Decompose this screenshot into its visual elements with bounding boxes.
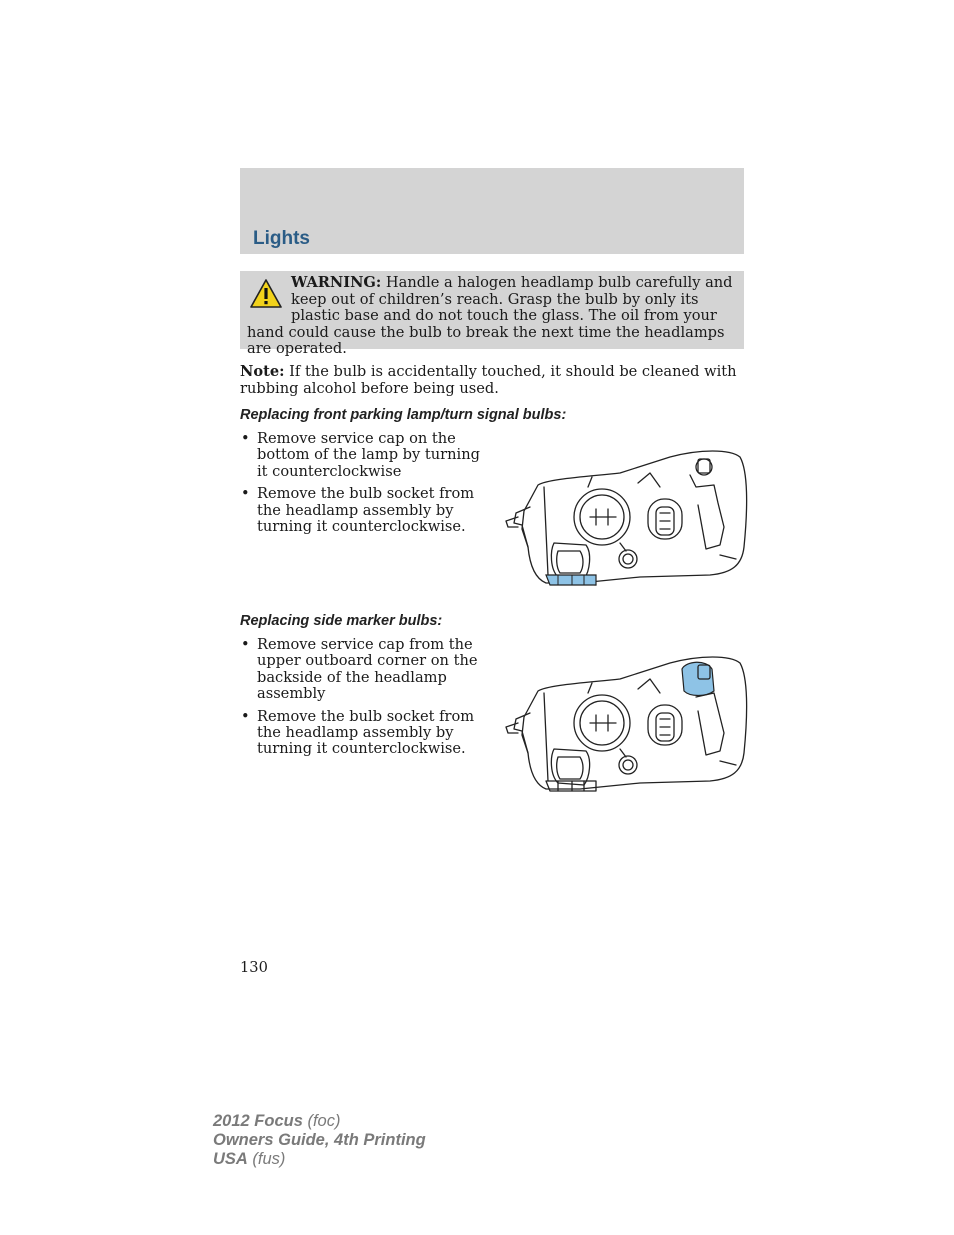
note-text: If the bulb is accidentally touched, it should be cleaned with rubbing alcohol before being used.	[240, 363, 737, 397]
warning-text: Handle a halogen headlamp bulb carefully and keep out of children’s reach. Grasp the bulb by only its plastic base and do not touch the glass. The oil from your hand could cause the bulb to break the next time the headlamps are operated.	[247, 274, 733, 358]
footer-region-code: (fus)	[247, 1150, 286, 1168]
warning-box	[240, 271, 744, 358]
list-item: • Remove service cap from the upper outboard corner on the backside of the headlamp assembly	[240, 637, 492, 703]
note-label: Note:	[240, 363, 285, 380]
section-header-band	[240, 168, 744, 254]
section1-heading: Replacing front parking lamp/turn signal bulbs:	[240, 407, 567, 423]
footer-model-code: (foc)	[302, 1112, 341, 1130]
section-title: Lights	[253, 228, 310, 249]
footer-edition-info	[213, 1112, 426, 1169]
page-number: 130	[240, 959, 268, 976]
note-paragraph	[240, 364, 744, 397]
headlamp-diagram-parking-lamp	[500, 447, 750, 589]
warning-triangle-icon	[249, 277, 283, 311]
list-item: • Remove the bulb socket from the headlamp assembly by turning it counterclockwise.	[240, 486, 492, 535]
footer-region: USA	[213, 1150, 248, 1168]
section2-bullet-list	[240, 637, 492, 764]
section2-heading: Replacing side marker bulbs:	[240, 613, 443, 629]
list-item: • Remove the bulb socket from the headlamp assembly by turning it counterclockwise.	[240, 709, 492, 758]
warning-label: WARNING:	[291, 274, 382, 291]
section1-bullet-list	[240, 431, 492, 541]
footer-model: 2012 Focus	[213, 1112, 303, 1130]
footer-guide: Owners Guide, 4th Printing	[213, 1131, 426, 1149]
headlamp-diagram-side-marker	[500, 653, 750, 795]
list-item: • Remove service cap on the bottom of the lamp by turning it counterclockwise	[240, 431, 492, 480]
